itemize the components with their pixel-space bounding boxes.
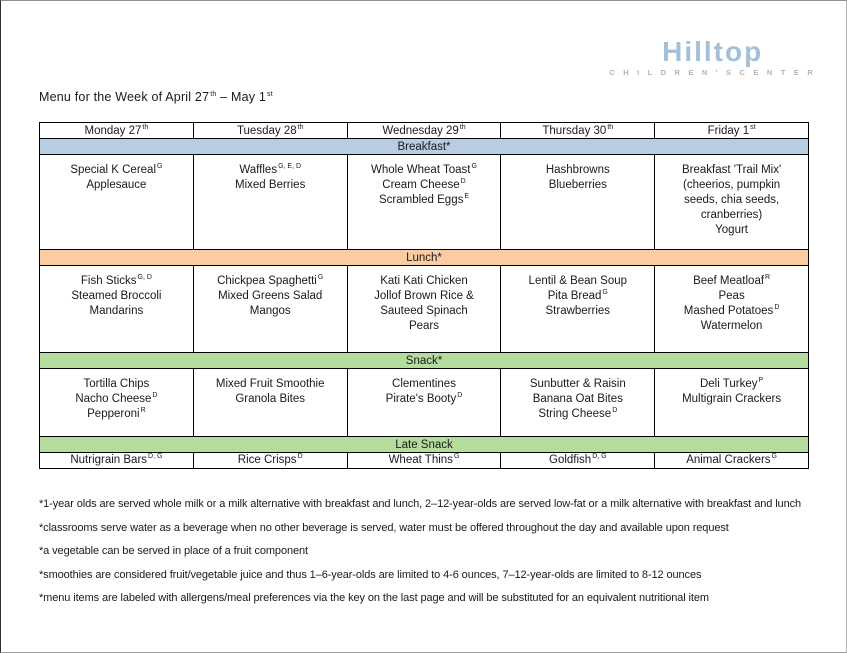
menu-cell	[40, 453, 194, 469]
menu-cell	[501, 453, 655, 469]
footnote: *1-year olds are served whole milk or a milk alternative with breakfast and lunch, 2–12-year-olds are served low-fat or a milk alternative with breakfast and lunch	[39, 498, 802, 510]
menu-item-line: Mixed Berries	[235, 179, 306, 191]
menu-cell	[193, 453, 347, 469]
day-header: Wednesday 29th	[347, 123, 501, 139]
footnotes	[39, 497, 819, 615]
menu-cell	[655, 155, 809, 250]
footnote: *classrooms serve water as a beverage when no other beverage is served, water must be offered throughout the day and available upon request	[39, 521, 729, 534]
section-bar-late-snack: Late Snack	[40, 437, 809, 453]
menu-item-line: Fish Sticks$^{G, D}$	[80, 274, 152, 287]
menu-item-line: Mangos	[249, 305, 291, 317]
day-header: Friday 1st	[655, 123, 809, 139]
footnote: *smoothies are considered fruit/vegetable juice and thus 1–6-year-olds are limited to 4-6 ounces, 7–12-year-olds are limited to 8-12 ounces	[39, 568, 702, 581]
menu-item-line: Kati Kati Chicken	[380, 275, 468, 287]
menu-item-line: Peas	[718, 290, 745, 302]
menu-item-line: String Cheese$^D$	[538, 407, 618, 420]
menu-item-line: Breakfast 'Trail Mix'	[682, 164, 782, 176]
menu-item-line: Pepperoni$^R$	[87, 407, 146, 420]
menu-cell	[347, 369, 501, 437]
section-row-lunch	[40, 266, 809, 353]
menu-item-line: Nutrigrain Bars$^{D, G}$	[70, 453, 163, 466]
menu-item-line: Yogurt	[715, 224, 748, 236]
page-title: Menu for the Week of April 27th – May 1st	[39, 90, 273, 104]
section-bar-lunch: Lunch*	[40, 250, 809, 266]
menu-item-line: Whole Wheat Toast$^G$	[371, 163, 477, 176]
menu-item-line: Pears	[408, 320, 440, 332]
menu-cell	[40, 155, 194, 250]
menu-item-line: Mixed Greens Salad	[218, 290, 323, 302]
menu-item-line: Nacho Cheese$^D$	[75, 392, 158, 405]
menu-item-line: Pita Bread$^G$	[547, 289, 608, 302]
menu-table-body	[40, 139, 809, 469]
menu-item-line: Cream Cheese$^D$	[382, 178, 466, 191]
menu-item-line: Multigrain Crackers	[682, 393, 782, 405]
menu-item-line: Lentil & Bean Soup	[528, 275, 628, 287]
menu-item-line: Sunbutter & Raisin	[529, 378, 626, 390]
section-row-snack	[40, 369, 809, 437]
menu-item-line: Clementines	[392, 378, 456, 390]
menu-item-line: Deli Turkey$^P$	[699, 377, 764, 390]
menu-item-line: Beef Meatloaf$^R$	[693, 274, 771, 287]
menu-item-line: Banana Oat Bites	[532, 393, 623, 405]
section-row-late-snack	[40, 453, 809, 469]
menu-item-line: Mashed Potatoes$^D$	[683, 304, 780, 317]
menu-item-line: Waffles$^{G, E, D}$	[239, 163, 302, 176]
section-bar-snack: Snack*	[40, 353, 809, 369]
menu-table	[39, 122, 809, 469]
menu-item-line: Animal Crackers$^G$	[686, 453, 777, 466]
menu-cell	[40, 369, 194, 437]
menu-item-line: Applesauce	[86, 179, 147, 191]
menu-item-line: Jollof Brown Rice &	[374, 290, 474, 302]
menu-item-line: Rice Crisps$^D$	[237, 453, 303, 466]
day-header: Tuesday 28th	[193, 123, 347, 139]
menu-cell	[655, 369, 809, 437]
footnote: *a vegetable can be served in place of a fruit component	[39, 545, 308, 558]
day-header: Thursday 30th	[501, 123, 655, 139]
footnote: *menu items are labeled with allergens/meal preferences via the key on the last page and will be substituted for an equivalent nutritional item	[39, 592, 709, 605]
menu-item-line: Hashbrowns	[545, 164, 610, 176]
menu-item-line: Strawberries	[545, 305, 611, 317]
menu-cell	[501, 266, 655, 353]
menu-cell	[347, 155, 501, 250]
menu-cell	[193, 266, 347, 353]
menu-item-line: Mixed Fruit Smoothie	[215, 378, 325, 390]
menu-item-line: Special K Cereal$^G$	[70, 163, 163, 176]
menu-item-line: Blueberries	[548, 179, 607, 191]
menu-cell	[193, 369, 347, 437]
menu-cell	[655, 266, 809, 353]
menu-item-line: Watermelon	[700, 320, 763, 332]
hilltop-logo	[609, 37, 816, 77]
menu-item-line: Wheat Thins$^G$	[388, 453, 460, 466]
menu-item-line: seeds, chia seeds,	[683, 194, 780, 206]
menu-cell	[501, 369, 655, 437]
section-bar-breakfast: Breakfast*	[40, 139, 809, 155]
menu-cell	[193, 155, 347, 250]
menu-item-line: Goldfish$^{D, G}$	[549, 453, 607, 466]
menu-cell	[501, 155, 655, 250]
menu-item-line: Granola Bites	[235, 393, 306, 405]
day-header: Monday 27th	[40, 123, 194, 139]
section-row-breakfast	[40, 155, 809, 250]
menu-item-line: Pirate's Booty$^D$	[385, 392, 463, 405]
logo-subtitle: C H I L D R E N ' S C E N T E R	[609, 68, 816, 78]
menu-cell	[40, 266, 194, 353]
menu-cell	[655, 453, 809, 469]
menu-item-line: Tortilla Chips	[83, 378, 150, 390]
day-header-row	[40, 123, 809, 139]
menu-item-line: Mandarins	[89, 305, 144, 317]
menu-cell	[347, 266, 501, 353]
menu-item-line: Sauteed Spinach	[380, 305, 468, 317]
menu-item-line: cranberries)	[700, 209, 763, 221]
menu-item-line: (cheerios, pumpkin	[683, 179, 781, 191]
logo-name: Hilltop	[662, 36, 764, 67]
menu-cell	[347, 453, 501, 469]
menu-item-line: Chickpea Spaghetti$^G$	[217, 274, 324, 287]
menu-item-line: Scrambled Eggs$^E$	[378, 193, 470, 206]
menu-item-line: Steamed Broccoli	[71, 290, 162, 302]
